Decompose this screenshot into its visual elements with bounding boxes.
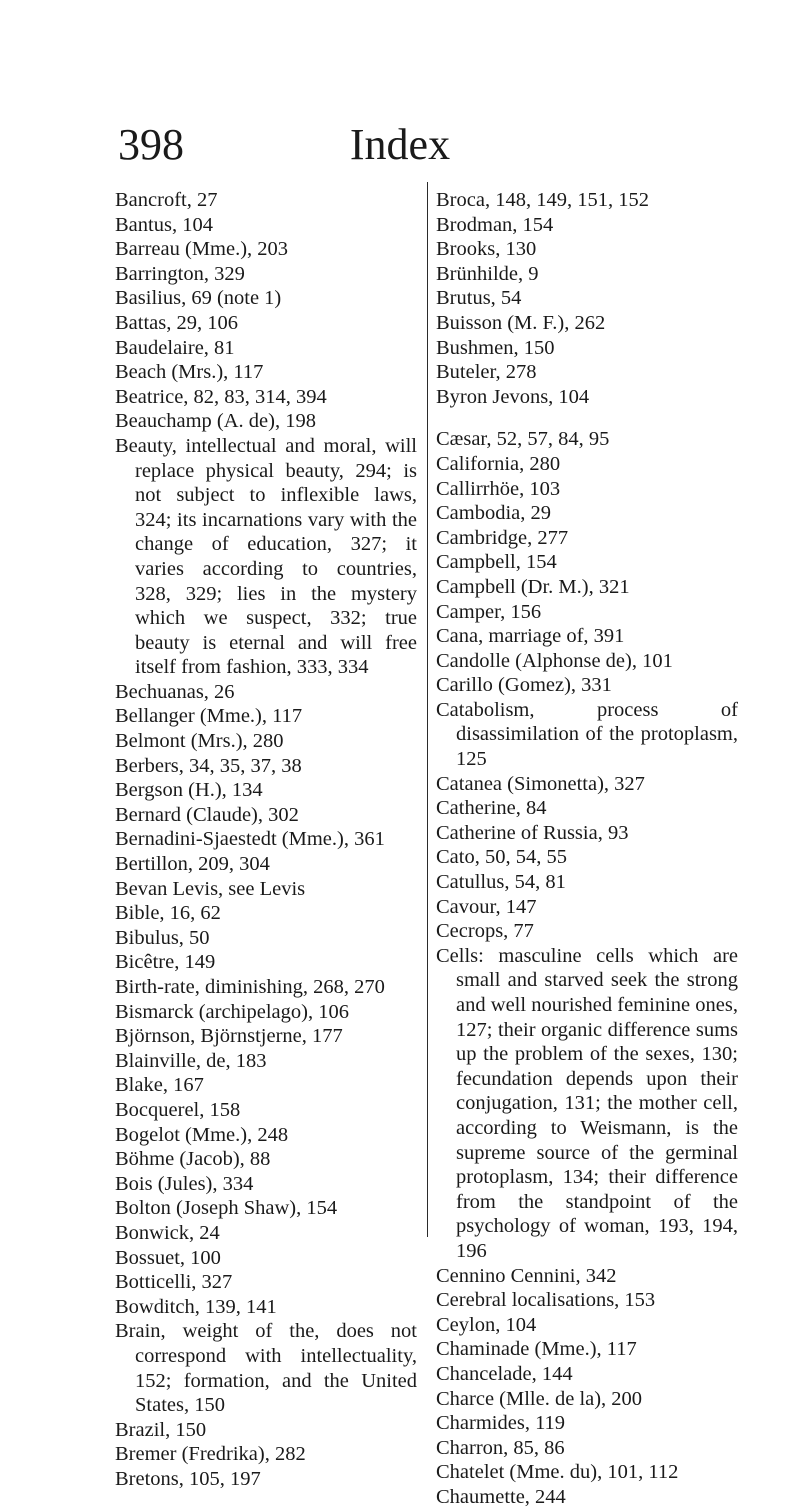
index-entry: Bolton (Joseph Shaw), 154 [115,1197,338,1220]
index-entry: Botticelli, 327 [115,1271,233,1294]
index-entry: Catherine, 84 [436,797,547,820]
group-spacer [436,409,738,427]
index-entry: Charron, 85, 86 [436,1436,565,1459]
index-entry: Beauchamp (A. de), 198 [115,410,316,433]
index-entry: California, 280 [436,452,561,475]
index-entry: Brünhilde, 9 [436,262,539,285]
index-entry: Byron Jevons, 104 [436,385,590,408]
index-entry: Barreau (Mme.), 203 [115,238,289,261]
index-column-left [115,188,417,1491]
index-entry: Bellanger (Mme.), 117 [115,705,303,728]
index-column-right [436,188,738,1509]
index-entry: Beach (Mrs.), 117 [115,361,264,384]
page-title: Index [349,120,451,169]
index-entry: Chaminade (Mme.), 117 [436,1338,637,1361]
index-entry: Böhme (Jacob), 88 [115,1148,271,1171]
index-entry: Bushmen, 150 [436,336,555,359]
index-entry: Campbell, 154 [436,551,557,574]
index-entry: Birth-rate, diminishing, 268, 270 [115,976,385,998]
index-entry: Cells: masculine cells which are small and starved seek the strong and well nourished feminine ones, 127; their organic difference sums up the problem of the sexes, 130; fecundation depends upon their conjugation, 131; the mother cell, according to Weismann, is the supreme source of the germinal protoplasm, 134; their difference from the standpoint of the psychology of woman, 193, 194, 196 [436,944,738,1262]
index-entry: Charce (Mlle. de la), 200 [436,1387,643,1410]
index-entry: Beatrice, 82, 83, 314, 394 [115,385,327,408]
index-entry: Bicêtre, 149 [115,951,216,974]
index-entry: Chaumette, 244 [436,1485,566,1508]
index-entry: Bertillon, 209, 304 [115,853,270,876]
page-header [0,120,800,170]
index-entry: Bergson (H.), 134 [115,779,263,802]
index-entry: Campbell (Dr. M.), 321 [436,575,630,598]
index-entry: Chatelet (Mme. du), 101, 112 [436,1461,679,1484]
index-entry: Brooks, 130 [436,238,537,261]
index-entry: Björnson, Björnstjerne, 177 [115,1025,343,1048]
index-entry: Buteler, 278 [436,361,537,384]
index-entry: Bible, 16, 62 [115,902,221,925]
index-entry: Cambodia, 29 [436,502,552,525]
index-entry: Brodman, 154 [436,213,554,236]
index-entry: Bernard (Claude), 302 [115,803,299,826]
index-entry: Ceylon, 104 [436,1313,537,1336]
index-entry: Buisson (M. F.), 262 [436,311,606,334]
column-divider [427,182,428,1237]
index-entry: Berbers, 34, 35, 37, 38 [115,754,302,777]
index-entry: Belmont (Mrs.), 280 [115,730,284,753]
index-entry: Cato, 50, 54, 55 [436,846,567,869]
index-entry: Cæsar, 52, 57, 84, 95 [436,428,610,451]
index-group-c [436,427,738,1509]
index-entry: Bois (Jules), 334 [115,1172,254,1195]
index-entry: Bremer (Fredrika), 282 [115,1443,306,1466]
index-entry: Chancelade, 144 [436,1362,573,1385]
index-entry: Cambridge, 277 [436,526,569,549]
index-entry: Bogelot (Mme.), 248 [115,1123,289,1146]
index-entry: Blainville, de, 183 [115,1049,267,1072]
index-entry: Blake, 167 [115,1074,204,1097]
index-entry: Catullus, 54, 81 [436,871,566,894]
index-entry: Cennino Cennini, 342 [436,1264,617,1287]
index-entry: Basilius, 69 (note 1) [115,287,282,310]
index-entry: Charmides, 119 [436,1412,566,1435]
index-entry: Cecrops, 77 [436,920,534,943]
index-entry: Catanea (Simonetta), 327 [436,772,645,795]
index-entry: Brutus, 54 [436,287,522,310]
index-entry: Bocquerel, 158 [115,1098,241,1121]
index-entry: Bossuet, 100 [115,1246,221,1269]
index-entry: Broca, 148, 149, 151, 152 [436,189,649,211]
page-number: 398 [118,120,184,169]
index-entry: Cerebral localisations, 153 [436,1289,656,1312]
index-entry: Bretons, 105, 197 [115,1467,261,1490]
index-entry: Bonwick, 24 [115,1221,220,1244]
index-entry: Catherine of Russia, 93 [436,821,629,844]
index-entry: Carillo (Gomez), 331 [436,674,612,697]
index-entry: Callirrhöe, 103 [436,477,561,500]
index-entry: Bowditch, 139, 141 [115,1295,277,1318]
index-entry: Battas, 29, 106 [115,311,238,334]
index-entry: Beauty, intellectual and moral, will replace physical beauty, 294; is not subject to inflexible laws, 324; its incarnations vary with the change of education, 327; it varies according to countries, 328, 329; lies in the mystery which we suspect, 332; true beauty is eternal and will free itself from fashion, 333, 334 [115,434,417,679]
index-entry: Bancroft, 27 [115,189,218,211]
index-entry: Bantus, 104 [115,213,213,236]
index-entry: Bismarck (archipelago), 106 [115,1000,349,1023]
index-group-b [436,188,738,409]
index-entry: Cana, marriage of, 391 [436,625,625,648]
index-entry: Catabolism, process of disassimilation of the protoplasm, 125 [436,698,738,771]
index-entry: Camper, 156 [436,600,542,623]
index-entry: Barrington, 329 [115,262,245,285]
index-entry: Bernadini-Sjaestedt (Mme.), 361 [115,828,385,851]
index-entry: Candolle (Alphonse de), 101 [436,649,673,672]
index-entry: Bevan Levis, see Levis [115,877,306,900]
index-entry: Baudelaire, 81 [115,336,235,359]
index-entry: Cavour, 147 [436,895,537,918]
index-entry: Bechuanas, 26 [115,680,235,703]
index-entry: Brazil, 150 [115,1418,207,1441]
index-entry: Bibulus, 50 [115,926,210,949]
index-entry: Brain, weight of the, does not correspond with intellectuality, 152; formation, and the United States, 150 [115,1320,417,1417]
